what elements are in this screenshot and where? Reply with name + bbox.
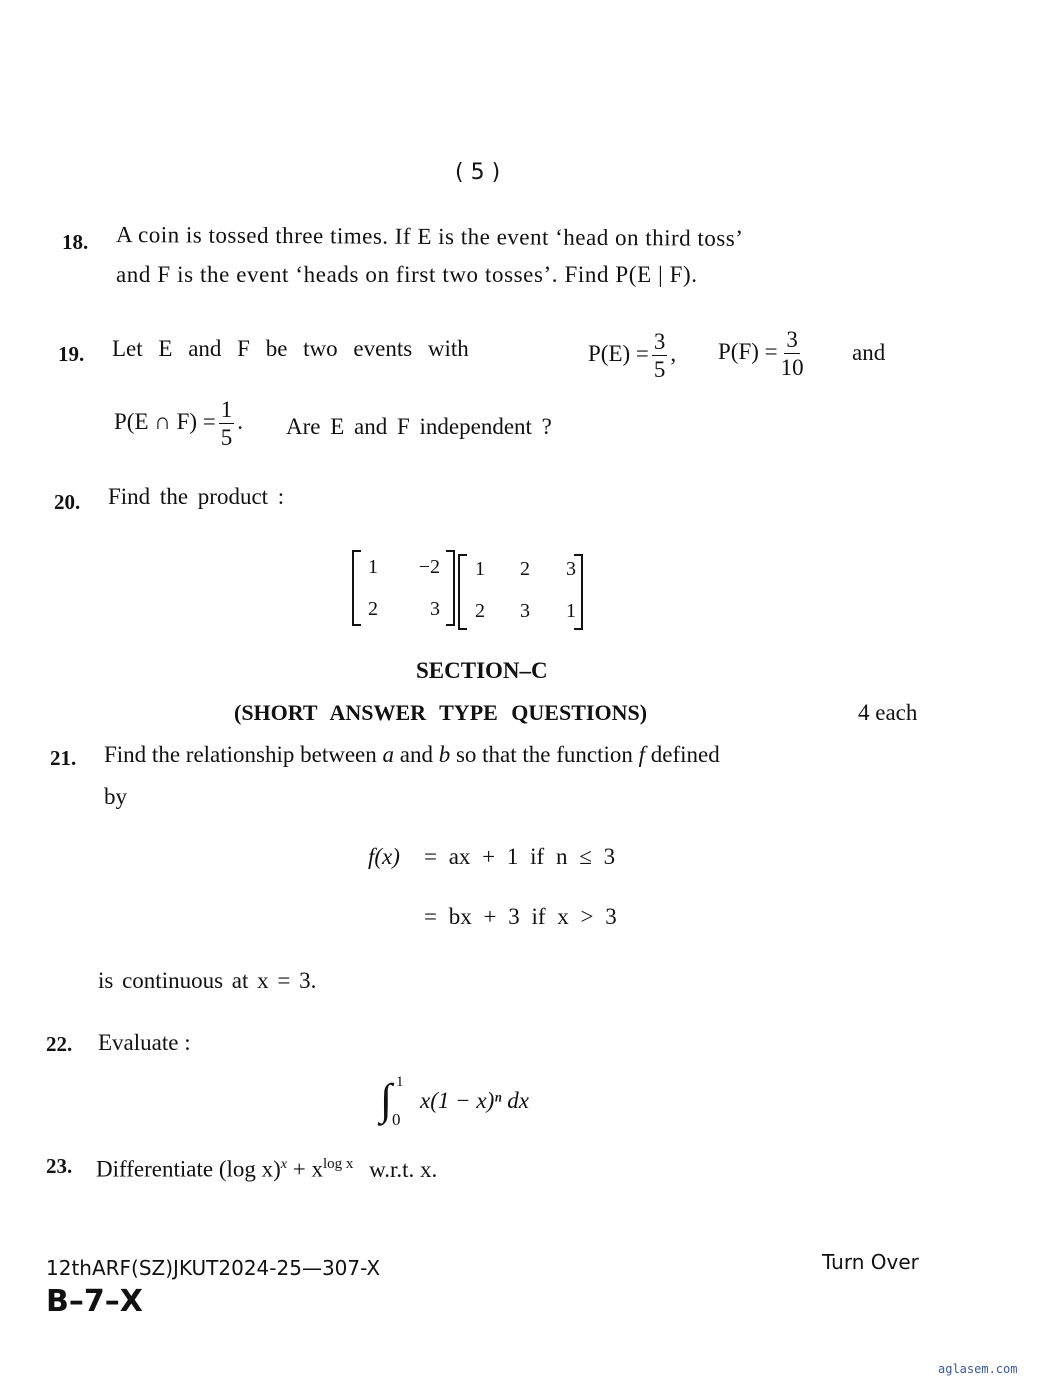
- probability-f: [718, 328, 807, 379]
- page-number: ( 5 ): [455, 160, 501, 185]
- section-subtitle: (SHORT ANSWER TYPE QUESTIONS): [234, 700, 648, 725]
- question-20-text: Find the product :: [108, 484, 285, 509]
- question-21-line-2: by: [104, 784, 127, 809]
- pf-numerator: 3: [786, 327, 798, 352]
- question-21-line-1: [104, 742, 720, 768]
- matrix-a-cell: 3: [430, 598, 440, 620]
- question-18-line-1: A coin is tossed three times. If E is the event ‘head on third toss’: [115, 222, 744, 251]
- watermark: aglasem.com: [938, 1362, 1018, 1376]
- turn-over: Turn Over: [822, 1250, 919, 1274]
- matrix-a-cell: 2: [368, 598, 378, 620]
- question-number-20: 20.: [54, 490, 81, 514]
- probability-e: P(E) = $\frac{3}{5}$ ,: [588, 329, 677, 382]
- q21-and: and: [399, 742, 433, 767]
- question-number-23: 23.: [46, 1154, 73, 1178]
- question-19-and: and: [852, 340, 886, 365]
- function-lhs: f(x): [368, 844, 400, 869]
- q23-text-b: w.r.t. x.: [369, 1156, 438, 1182]
- matrix-a-cell: −2: [418, 556, 440, 578]
- matrix-a-right-bracket: [446, 550, 455, 626]
- matrix-b-cell: 2: [520, 558, 530, 580]
- matrix-b-cell: 1: [475, 558, 485, 580]
- q21-text-b: so that the function: [455, 742, 633, 767]
- pf-fraction: [781, 328, 804, 379]
- q21-var-b: b: [438, 742, 451, 767]
- pf-denominator: 10: [780, 355, 804, 380]
- q21-var-a: a: [382, 742, 394, 767]
- paper-code: 12thARF(SZ)JKUT2024-25—307-X: [46, 1256, 381, 1280]
- integral-sign: ∫: [380, 1075, 393, 1124]
- pe-label: P(E) =: [588, 340, 649, 366]
- probability-e-and-f: P(E ∩ F) = $\frac{1}{5}$ .: [114, 397, 244, 450]
- q21-text-c: defined: [650, 742, 720, 767]
- question-19-intro: Let E and F be two events with: [112, 336, 469, 361]
- q23-exponent-1: x: [280, 1157, 287, 1172]
- matrix-a-cell: 1: [368, 556, 378, 578]
- q23-text-a: Differentiate (log x): [96, 1156, 281, 1182]
- question-number-22: 22.: [46, 1032, 73, 1056]
- pef-fraction: [219, 398, 235, 449]
- question-18-line-2: and F is the event ‘heads on first two tosses’. Find P(E | F).: [116, 262, 698, 287]
- function-case-2: = bx + 3 if x > 3: [424, 904, 617, 929]
- integral-upper-limit: 1: [396, 1074, 404, 1090]
- question-19-question: Are E and F independent ?: [286, 414, 552, 439]
- matrix-b-cell: 2: [475, 600, 485, 622]
- q23-exponent-2: log x: [322, 1156, 354, 1172]
- pf-label: P(F) =: [718, 338, 778, 364]
- q21-var-f: f: [638, 742, 646, 767]
- question-number-18: 18.: [62, 230, 89, 254]
- q23-plus: + x: [292, 1156, 323, 1182]
- pef-numerator: 1: [220, 397, 233, 422]
- question-23-text: [96, 1156, 437, 1183]
- question-22-text: Evaluate :: [98, 1030, 191, 1055]
- matrix-b-cell: 3: [566, 558, 576, 580]
- pef-denominator: 5: [220, 425, 233, 450]
- pef-label: P(E ∩ F) =: [114, 408, 216, 434]
- paper-series: B–7–X: [46, 1284, 143, 1319]
- question-number-19: 19.: [58, 342, 85, 366]
- pe-denominator: 5: [653, 357, 666, 382]
- function-case-1: = ax + 1 if n ≤ 3: [424, 844, 616, 869]
- section-title: SECTION–C: [416, 658, 548, 683]
- integrand: x(1 − x)ⁿ dx: [420, 1088, 529, 1113]
- q21-text-a: Find the relationship between: [104, 742, 377, 767]
- question-number-21: 21.: [50, 746, 77, 770]
- matrix-b-cell: 1: [566, 600, 576, 622]
- integral-lower-limit: 0: [392, 1110, 401, 1129]
- pe-numerator: 3: [653, 329, 666, 354]
- question-21-conclusion: is continuous at x = 3.: [98, 968, 317, 993]
- matrix-b-cell: 3: [520, 600, 530, 622]
- section-marks: 4 each: [858, 700, 918, 725]
- pe-fraction: [652, 330, 668, 381]
